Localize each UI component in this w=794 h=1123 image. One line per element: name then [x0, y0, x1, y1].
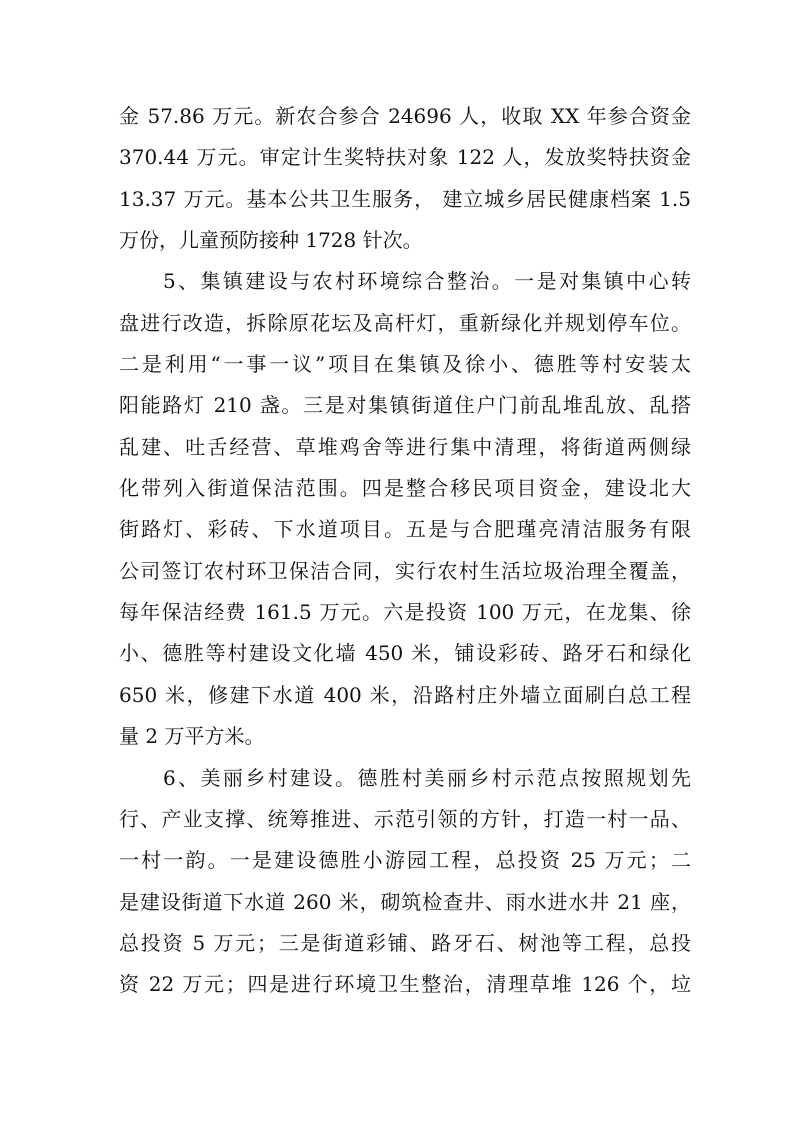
text-line: 370.44 万元。审定计生奖特扶对象 122 人，发放奖特扶资金	[119, 145, 691, 170]
text-line: 一村一韵。一是建设德胜小游园工程，总投资 25 万元；二	[119, 848, 691, 873]
text-line: 650 米，修建下水道 400 米，沿路村庄外墙立面刷白总工程	[119, 682, 691, 707]
paragraph-continuation	[119, 96, 691, 261]
text-line: 化带列入街道保洁范围。四是整合移民项目资金，建设北大	[119, 476, 691, 501]
text-line: 盘进行改造，拆除原花坛及高杆灯，重新绿化并规划停车位。	[119, 310, 691, 335]
text-line: 二是利用“一事一议”项目在集镇及徐小、德胜等村安装太	[119, 352, 691, 377]
document-page	[119, 96, 691, 1006]
text-line: 是建设街道下水道 260 米，砌筑检查井、雨水进水井 21 座，	[119, 889, 691, 914]
text-line: 每年保洁经费 161.5 万元。六是投资 100 万元，在龙集、徐	[119, 600, 691, 625]
paragraph-town-construction	[119, 261, 691, 757]
text-line: 公司签订农村环卫保洁合同，实行农村生活垃圾治理全覆盖，	[119, 558, 691, 583]
text-line: 小、德胜等村建设文化墙 450 米，铺设彩砖、路牙石和绿化	[119, 641, 691, 666]
text-line: 行、产业支撑、统筹推进、示范引领的方针，打造一村一品、	[119, 806, 691, 831]
text-line: 金 57.86 万元。新农合参合 24696 人，收取 XX 年参合资金	[119, 104, 691, 128]
text-line: 万份，儿童预防接种 1728 针次。	[119, 228, 423, 253]
text-line: 13.37 万元。基本公共卫生服务， 建立城乡居民健康档案 1.5	[119, 186, 691, 211]
text-line: 资 22 万元；四是进行环境卫生整治，清理草堆 126 个，垃	[119, 972, 691, 997]
text-line: 阳能路灯 210 盏。三是对集镇街道住户门前乱堆乱放、乱搭	[119, 393, 691, 418]
text-line: 街路灯、彩砖、下水道项目。五是与合肥瑾亮清洁服务有限	[119, 517, 691, 542]
text-line: 5、集镇建设与农村环境综合整治。一是对集镇中心转	[163, 269, 691, 294]
paragraph-beautiful-village	[119, 758, 691, 1006]
text-line: 乱建、吐舌经营、草堆鸡舍等进行集中清理，将街道两侧绿	[119, 434, 691, 459]
text-line: 量 2 万平方米。	[119, 724, 265, 749]
text-line: 总投资 5 万元；三是街道彩铺、路牙石、树池等工程，总投	[119, 930, 691, 955]
text-line: 6、美丽乡村建设。德胜村美丽乡村示范点按照规划先	[163, 765, 691, 790]
